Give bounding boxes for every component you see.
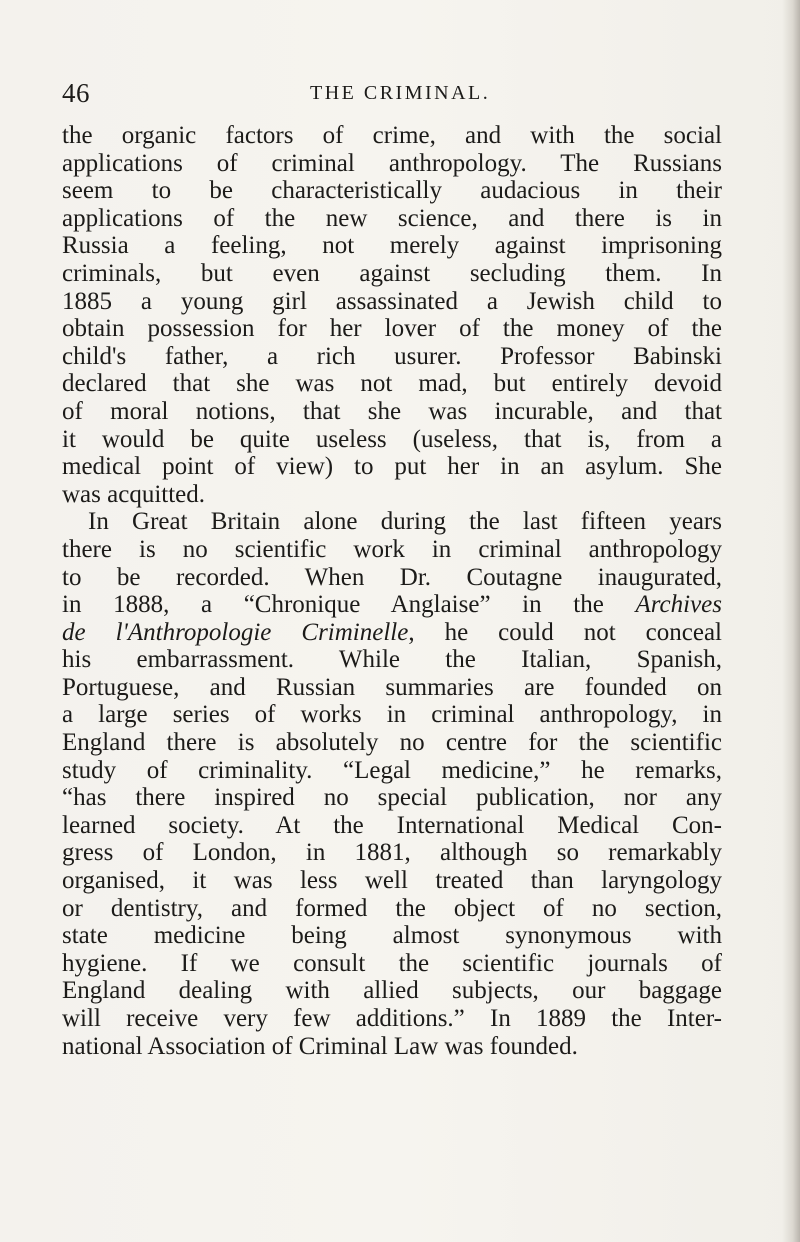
text-line: England there is absolutely no centre for the scientific xyxy=(62,729,722,757)
running-head: THE CRIMINAL. xyxy=(310,82,491,104)
text-line: the organic factors of crime, and with the social xyxy=(62,122,722,149)
text-line: his embarrassment. While the Italian, Spanish, xyxy=(62,646,722,674)
text-line: in 1888, a “Chronique Anglaise” in the Archives xyxy=(62,591,722,619)
text-line: will receive very few additions.” In 1889 the Inter- xyxy=(62,1005,722,1032)
text-line: state medicine being almost synonymous with xyxy=(62,922,722,950)
text-line: 1885 a young girl assassinated a Jewish child to xyxy=(62,287,722,315)
journal-title-italic: de l'Anthropologie Criminelle xyxy=(62,618,409,646)
text-line: national Association of Criminal Law was founded. xyxy=(62,1032,578,1060)
text-line: child's father, a rich usurer. Professor Babinski xyxy=(62,342,722,370)
text-line: Portuguese, and Russian summaries are founded on xyxy=(62,673,722,701)
body-text xyxy=(62,122,722,1060)
text-line: “has there inspired no special publication, nor any xyxy=(62,784,722,812)
text-line: or dentistry, and formed the object of no section, xyxy=(62,894,722,922)
text-line: medical point of view) to put her in an asylum. She xyxy=(62,453,722,481)
text-line: applications of the new science, and there is in xyxy=(62,204,722,232)
text-line: learned society. At the International Medical Con- xyxy=(62,811,722,839)
text-line: de l'Anthropologie Criminelle, he could not conceal xyxy=(62,618,722,646)
text-line: hygiene. If we consult the scientific journals of xyxy=(62,949,722,977)
text-line: criminals, but even against secluding them. In xyxy=(62,259,722,287)
text-line: there is no scientific work in criminal anthropology xyxy=(62,535,722,563)
page-edge-shadow xyxy=(782,0,800,1242)
journal-title-italic: Archives xyxy=(635,591,722,619)
text-line: to be recorded. When Dr. Coutagne inaugurated, xyxy=(62,563,722,591)
text-line: a large series of works in criminal anthropology, in xyxy=(62,701,722,729)
text-line: In Great Britain alone during the last fifteen years xyxy=(88,508,722,536)
text-line: obtain possession for her lover of the money of the xyxy=(62,315,722,343)
text-line: of moral notions, that she was incurable, and that xyxy=(62,397,722,425)
text-line: England dealing with allied subjects, our baggage xyxy=(62,977,722,1005)
paragraph-2 xyxy=(62,508,722,1060)
text-line: gress of London, in 1881, although so remarkably xyxy=(62,839,722,867)
text-line: it would be quite useless (useless, that is, from a xyxy=(62,425,722,453)
page-number: 46 xyxy=(62,78,90,108)
text-line: Russia a feeling, not merely against imprisoning xyxy=(62,232,722,260)
page-header xyxy=(62,78,712,114)
text-line: organised, it was less well treated than laryngology xyxy=(62,867,722,895)
text-line: declared that she was not mad, but entirely devoid xyxy=(62,370,722,398)
paragraph-1 xyxy=(62,122,722,508)
text-line: applications of criminal anthropology. The Russians xyxy=(62,149,722,177)
text-line: seem to be characteristically audacious in their xyxy=(62,177,722,205)
text-line: was acquitted. xyxy=(62,480,206,508)
text-line: study of criminality. “Legal medicine,” he remarks, xyxy=(62,756,722,784)
